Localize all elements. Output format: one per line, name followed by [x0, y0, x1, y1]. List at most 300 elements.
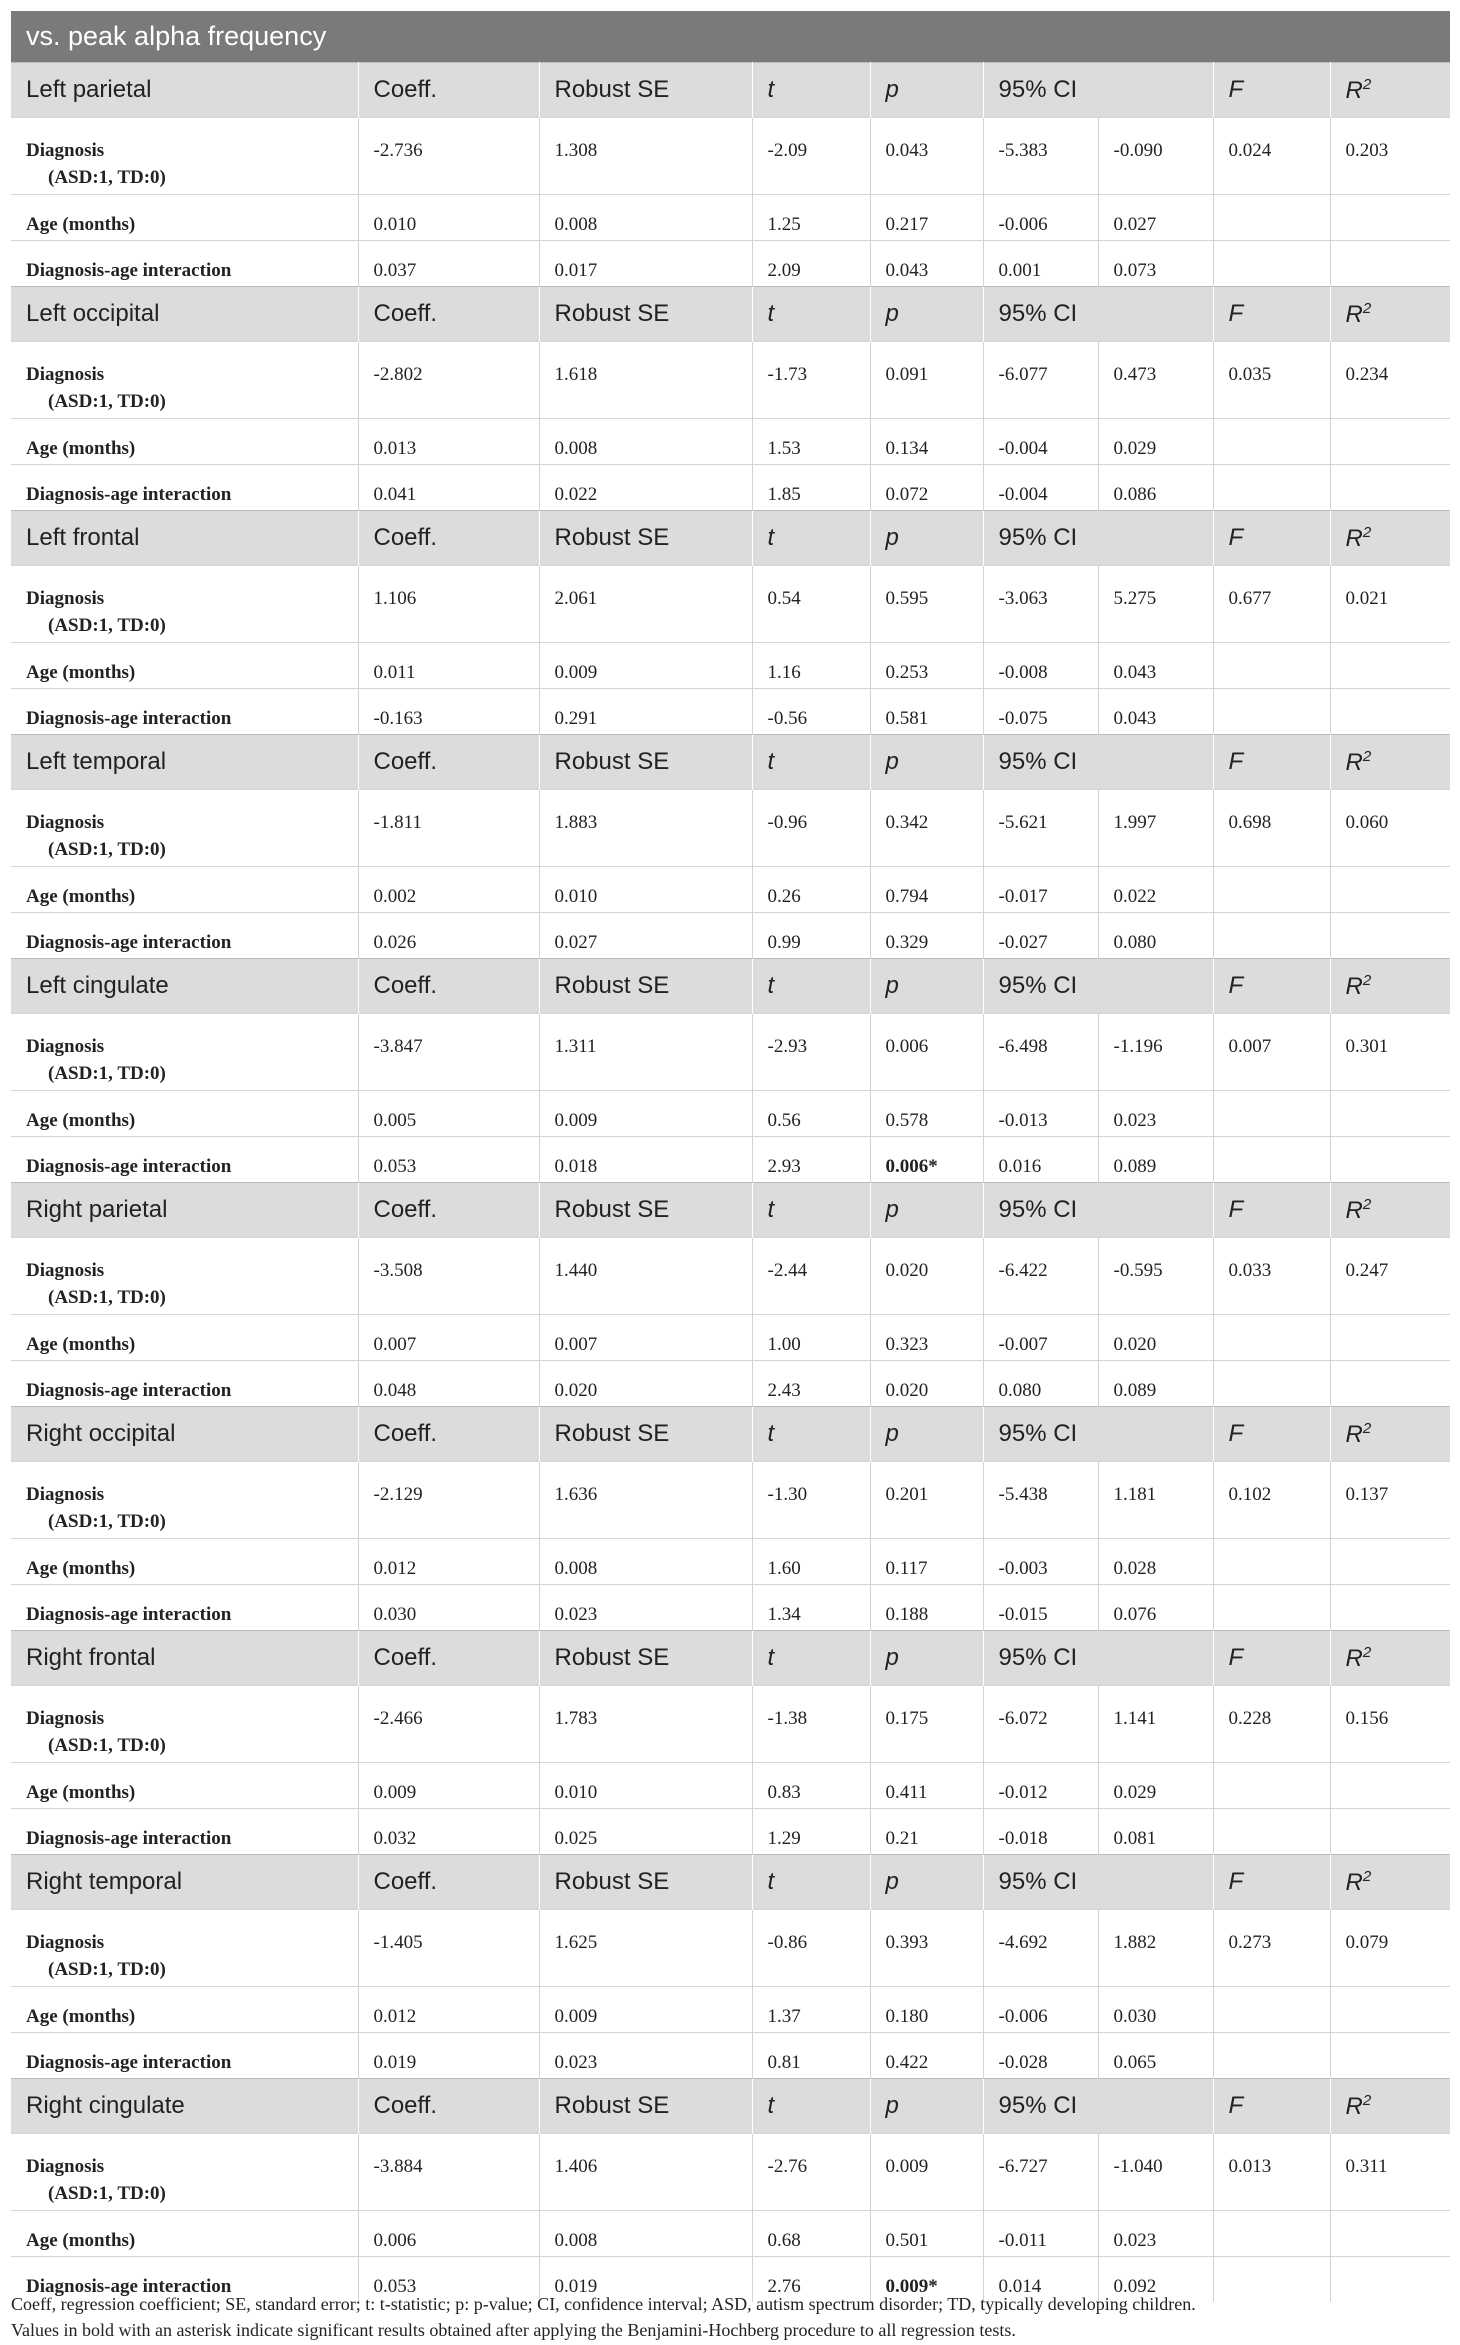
row-label-subtext: (ASD:1, TD:0)	[48, 1735, 166, 1756]
cell-coeff: 0.009	[358, 1763, 539, 1809]
cell-ci-lower: -0.017	[983, 867, 1098, 913]
col-header-f: F	[1213, 2079, 1330, 2134]
cell-f	[1213, 689, 1330, 735]
table-footnotes	[11, 2291, 1450, 2343]
cell-f	[1213, 1987, 1330, 2033]
cell-f	[1213, 867, 1330, 913]
cell-f	[1213, 1585, 1330, 1631]
row-label-text: Diagnosis	[26, 1932, 105, 1953]
col-header-r2	[1330, 2079, 1450, 2134]
cell-t: 1.37	[752, 1987, 870, 2033]
region-header-row	[11, 2079, 1450, 2134]
cell-coeff: 0.030	[358, 1585, 539, 1631]
r2-symbol: R	[1345, 1420, 1363, 1448]
r2-superscript: 2	[1362, 75, 1372, 93]
col-header-r2	[1330, 1407, 1450, 1462]
table-title-row	[11, 11, 1450, 63]
cell-p: 0.117	[870, 1539, 983, 1585]
cell-ci-lower: -0.075	[983, 689, 1098, 735]
r2-superscript: 2	[1362, 747, 1372, 765]
cell-t: 2.09	[752, 241, 870, 287]
r2-superscript: 2	[1362, 1195, 1372, 1213]
cell-p: 0.253	[870, 643, 983, 689]
cell-p: 0.329	[870, 913, 983, 959]
cell-p: 0.595	[870, 566, 983, 643]
table-row	[11, 118, 1450, 195]
cell-t: 1.60	[752, 1539, 870, 1585]
cell-p: 0.091	[870, 342, 983, 419]
cell-p: 0.020	[870, 1238, 983, 1315]
cell-coeff: 0.053	[358, 1137, 539, 1183]
col-header-se: Robust SE	[539, 735, 752, 790]
region-name: Left temporal	[11, 735, 358, 790]
row-label	[11, 1686, 358, 1763]
row-label	[11, 2134, 358, 2211]
row-label-text: Age (months)	[26, 886, 136, 907]
col-header-coeff: Coeff.	[358, 1855, 539, 1910]
region-name: Left parietal	[11, 63, 358, 118]
cell-t: 0.56	[752, 1091, 870, 1137]
region-name: Right parietal	[11, 1183, 358, 1238]
cell-p: 0.794	[870, 867, 983, 913]
cell-ci-lower: -0.013	[983, 1091, 1098, 1137]
cell-f	[1213, 1137, 1330, 1183]
cell-ci-upper: 0.027	[1098, 195, 1213, 241]
cell-ci-lower: -0.004	[983, 465, 1098, 511]
cell-se: 0.018	[539, 1137, 752, 1183]
col-header-t: t	[752, 1183, 870, 1238]
row-label	[11, 643, 358, 689]
row-label	[11, 195, 358, 241]
cell-t: 1.85	[752, 465, 870, 511]
row-label	[11, 1763, 358, 1809]
col-header-ci: 95% CI	[983, 287, 1098, 342]
col-header-r2	[1330, 287, 1450, 342]
row-label-text: Diagnosis-age interaction	[26, 2276, 232, 2297]
col-header-ci-blank	[1098, 1855, 1213, 1910]
col-header-coeff: Coeff.	[358, 1407, 539, 1462]
cell-ci-lower: -0.028	[983, 2033, 1098, 2079]
cell-t: 0.83	[752, 1763, 870, 1809]
cell-r2: 0.301	[1330, 1014, 1450, 1091]
cell-f	[1213, 2211, 1330, 2257]
cell-coeff: 0.013	[358, 419, 539, 465]
col-header-r2	[1330, 1183, 1450, 1238]
cell-t: -0.96	[752, 790, 870, 867]
row-label-text: Diagnosis	[26, 1708, 105, 1729]
cell-t: 1.00	[752, 1315, 870, 1361]
col-header-coeff: Coeff.	[358, 287, 539, 342]
cell-p: 0.134	[870, 419, 983, 465]
cell-ci-lower: -0.003	[983, 1539, 1098, 1585]
row-label	[11, 566, 358, 643]
r2-symbol: R	[1345, 972, 1363, 1000]
cell-f	[1213, 465, 1330, 511]
cell-coeff: -3.508	[358, 1238, 539, 1315]
cell-ci-upper: -0.090	[1098, 118, 1213, 195]
cell-se: 0.017	[539, 241, 752, 287]
row-label	[11, 118, 358, 195]
table-row	[11, 1137, 1450, 1183]
cell-coeff: 0.048	[358, 1361, 539, 1407]
row-label	[11, 2033, 358, 2079]
row-label-text: Diagnosis-age interaction	[26, 932, 232, 953]
row-label-text: Diagnosis	[26, 2156, 105, 2177]
cell-ci-upper: 0.023	[1098, 1091, 1213, 1137]
cell-coeff: 0.005	[358, 1091, 539, 1137]
row-label	[11, 1014, 358, 1091]
cell-ci-lower: -0.006	[983, 1987, 1098, 2033]
cell-ci-upper: 0.043	[1098, 643, 1213, 689]
cell-r2: 0.247	[1330, 1238, 1450, 1315]
cell-t: 2.93	[752, 1137, 870, 1183]
col-header-se: Robust SE	[539, 63, 752, 118]
r2-symbol: R	[1345, 2092, 1363, 2120]
table-row	[11, 2211, 1450, 2257]
row-label-text: Diagnosis	[26, 1260, 105, 1281]
row-label	[11, 1137, 358, 1183]
cell-se: 0.023	[539, 2033, 752, 2079]
cell-coeff: -2.802	[358, 342, 539, 419]
table-row	[11, 195, 1450, 241]
cell-se: 0.009	[539, 1987, 752, 2033]
cell-ci-lower: -0.015	[983, 1585, 1098, 1631]
region-header-row	[11, 287, 1450, 342]
r2-symbol: R	[1345, 1196, 1363, 1224]
cell-ci-upper: 0.092	[1098, 2257, 1213, 2303]
cell-p: 0.21	[870, 1809, 983, 1855]
col-header-ci-blank	[1098, 1631, 1213, 1686]
row-label	[11, 1091, 358, 1137]
col-header-t: t	[752, 1407, 870, 1462]
cell-f: 0.007	[1213, 1014, 1330, 1091]
region-name: Right temporal	[11, 1855, 358, 1910]
cell-p: 0.006	[870, 1014, 983, 1091]
table-row	[11, 1585, 1450, 1631]
col-header-t: t	[752, 735, 870, 790]
cell-se: 1.618	[539, 342, 752, 419]
row-label-text: Age (months)	[26, 2006, 136, 2027]
region-name: Left frontal	[11, 511, 358, 566]
cell-coeff: 0.006	[358, 2211, 539, 2257]
cell-p: 0.342	[870, 790, 983, 867]
col-header-p: p	[870, 1183, 983, 1238]
col-header-t: t	[752, 1631, 870, 1686]
col-header-ci-blank	[1098, 1407, 1213, 1462]
row-label-subtext: (ASD:1, TD:0)	[48, 1063, 166, 1084]
col-header-ci-blank	[1098, 2079, 1213, 2134]
table-row	[11, 1987, 1450, 2033]
col-header-r2	[1330, 959, 1450, 1014]
row-label-text: Age (months)	[26, 2230, 136, 2251]
cell-se: 0.010	[539, 867, 752, 913]
cell-coeff: 0.007	[358, 1315, 539, 1361]
col-header-ci-blank	[1098, 287, 1213, 342]
row-label	[11, 867, 358, 913]
col-header-ci: 95% CI	[983, 1183, 1098, 1238]
cell-ci-upper: -0.595	[1098, 1238, 1213, 1315]
cell-ci-lower: 0.001	[983, 241, 1098, 287]
col-header-se: Robust SE	[539, 2079, 752, 2134]
row-label-text: Diagnosis-age interaction	[26, 1828, 232, 1849]
region-header-row	[11, 1631, 1450, 1686]
cell-ci-lower: -4.692	[983, 1910, 1098, 1987]
cell-t: -2.44	[752, 1238, 870, 1315]
cell-coeff: -2.129	[358, 1462, 539, 1539]
cell-ci-upper: 0.089	[1098, 1137, 1213, 1183]
cell-r2: 0.234	[1330, 342, 1450, 419]
cell-t: -2.09	[752, 118, 870, 195]
row-label-text: Diagnosis	[26, 1484, 105, 1505]
cell-ci-upper: 0.030	[1098, 1987, 1213, 2033]
cell-r2	[1330, 867, 1450, 913]
cell-p: 0.175	[870, 1686, 983, 1763]
r2-symbol: R	[1345, 1644, 1363, 1672]
cell-t: -1.73	[752, 342, 870, 419]
col-header-ci: 95% CI	[983, 959, 1098, 1014]
col-header-r2	[1330, 63, 1450, 118]
col-header-r2	[1330, 511, 1450, 566]
cell-coeff: 0.012	[358, 1987, 539, 2033]
cell-ci-upper: 0.029	[1098, 1763, 1213, 1809]
cell-ci-lower: -6.072	[983, 1686, 1098, 1763]
cell-f	[1213, 1361, 1330, 1407]
cell-ci-lower: -6.422	[983, 1238, 1098, 1315]
cell-ci-lower: -0.012	[983, 1763, 1098, 1809]
table-row	[11, 2134, 1450, 2211]
col-header-t: t	[752, 287, 870, 342]
cell-ci-upper: -1.196	[1098, 1014, 1213, 1091]
cell-p: 0.188	[870, 1585, 983, 1631]
cell-coeff: -3.884	[358, 2134, 539, 2211]
cell-p	[870, 1137, 983, 1183]
col-header-coeff: Coeff.	[358, 959, 539, 1014]
row-label-text: Diagnosis-age interaction	[26, 484, 232, 505]
footnote-significance: Values in bold with an asterisk indicate significant results obtained after applying the Benjamini-Hochberg procedure to all regression tests.	[11, 2320, 1016, 2340]
cell-ci-lower: 0.014	[983, 2257, 1098, 2303]
row-label-text: Age (months)	[26, 214, 136, 235]
region-header-row	[11, 1183, 1450, 1238]
r2-symbol: R	[1345, 76, 1363, 104]
table-row	[11, 1014, 1450, 1091]
col-header-coeff: Coeff.	[358, 511, 539, 566]
cell-f	[1213, 1809, 1330, 1855]
r2-superscript: 2	[1362, 1643, 1372, 1661]
cell-t: 0.99	[752, 913, 870, 959]
cell-f: 0.024	[1213, 118, 1330, 195]
cell-r2	[1330, 689, 1450, 735]
cell-ci-upper: 0.473	[1098, 342, 1213, 419]
table-row	[11, 1539, 1450, 1585]
cell-se: 0.008	[539, 2211, 752, 2257]
col-header-t: t	[752, 63, 870, 118]
cell-t: 2.76	[752, 2257, 870, 2303]
row-label	[11, 1462, 358, 1539]
cell-t: 1.29	[752, 1809, 870, 1855]
table-row	[11, 342, 1450, 419]
cell-f: 0.273	[1213, 1910, 1330, 1987]
col-header-ci-blank	[1098, 959, 1213, 1014]
region-header-row	[11, 735, 1450, 790]
cell-t: -1.30	[752, 1462, 870, 1539]
cell-ci-upper: 1.882	[1098, 1910, 1213, 1987]
col-header-coeff: Coeff.	[358, 735, 539, 790]
cell-r2: 0.021	[1330, 566, 1450, 643]
cell-ci-upper: 1.181	[1098, 1462, 1213, 1539]
table-row	[11, 790, 1450, 867]
col-header-p: p	[870, 511, 983, 566]
cell-coeff: 0.019	[358, 2033, 539, 2079]
col-header-ci: 95% CI	[983, 1407, 1098, 1462]
cell-se: 0.008	[539, 419, 752, 465]
cell-t: 1.25	[752, 195, 870, 241]
r2-superscript: 2	[1362, 971, 1372, 989]
col-header-t: t	[752, 1855, 870, 1910]
cell-r2	[1330, 1361, 1450, 1407]
row-label	[11, 689, 358, 735]
cell-se: 0.010	[539, 1763, 752, 1809]
row-label	[11, 1238, 358, 1315]
cell-se: 1.440	[539, 1238, 752, 1315]
col-header-coeff: Coeff.	[358, 63, 539, 118]
cell-r2	[1330, 1315, 1450, 1361]
cell-coeff: 0.010	[358, 195, 539, 241]
table-row	[11, 1809, 1450, 1855]
cell-coeff: -2.466	[358, 1686, 539, 1763]
cell-se: 1.308	[539, 118, 752, 195]
cell-se: 0.019	[539, 2257, 752, 2303]
col-header-f: F	[1213, 511, 1330, 566]
cell-r2	[1330, 1137, 1450, 1183]
cell-ci-upper: 1.997	[1098, 790, 1213, 867]
row-label	[11, 913, 358, 959]
col-header-se: Robust SE	[539, 959, 752, 1014]
cell-f	[1213, 1539, 1330, 1585]
col-header-r2	[1330, 1855, 1450, 1910]
cell-ci-lower: 0.016	[983, 1137, 1098, 1183]
row-label-subtext: (ASD:1, TD:0)	[48, 167, 166, 188]
r2-symbol: R	[1345, 524, 1363, 552]
cell-se: 2.061	[539, 566, 752, 643]
cell-p: 0.043	[870, 118, 983, 195]
col-header-coeff: Coeff.	[358, 1631, 539, 1686]
col-header-f: F	[1213, 1855, 1330, 1910]
cell-ci-upper: 0.020	[1098, 1315, 1213, 1361]
row-label	[11, 1539, 358, 1585]
cell-coeff: -2.736	[358, 118, 539, 195]
table-row	[11, 1910, 1450, 1987]
cell-t: -2.93	[752, 1014, 870, 1091]
col-header-ci: 95% CI	[983, 511, 1098, 566]
col-header-p: p	[870, 1407, 983, 1462]
col-header-t: t	[752, 511, 870, 566]
cell-r2	[1330, 241, 1450, 287]
cell-t: 1.16	[752, 643, 870, 689]
table-row	[11, 643, 1450, 689]
col-header-p: p	[870, 63, 983, 118]
cell-p: 0.217	[870, 195, 983, 241]
cell-r2	[1330, 465, 1450, 511]
cell-t: 0.81	[752, 2033, 870, 2079]
row-label-text: Age (months)	[26, 1110, 136, 1131]
cell-r2	[1330, 1091, 1450, 1137]
col-header-f: F	[1213, 1183, 1330, 1238]
table-row	[11, 689, 1450, 735]
col-header-ci-blank	[1098, 1183, 1213, 1238]
row-label-text: Diagnosis	[26, 812, 105, 833]
cell-ci-upper: 0.043	[1098, 689, 1213, 735]
p-value-significant: 0.009*	[885, 2276, 938, 2297]
cell-ci-lower: -0.008	[983, 643, 1098, 689]
r2-superscript: 2	[1362, 1867, 1372, 1885]
table-row	[11, 566, 1450, 643]
cell-f	[1213, 241, 1330, 287]
row-label-text: Age (months)	[26, 1334, 136, 1355]
row-label-text: Diagnosis	[26, 1036, 105, 1057]
cell-f: 0.228	[1213, 1686, 1330, 1763]
cell-se: 1.311	[539, 1014, 752, 1091]
region-name: Right cingulate	[11, 2079, 358, 2134]
row-label-text: Age (months)	[26, 438, 136, 459]
row-label	[11, 1361, 358, 1407]
cell-ci-lower: -3.063	[983, 566, 1098, 643]
cell-f: 0.013	[1213, 2134, 1330, 2211]
row-label-text: Age (months)	[26, 1782, 136, 1803]
cell-coeff: -1.405	[358, 1910, 539, 1987]
row-label-text: Diagnosis-age interaction	[26, 1156, 232, 1177]
table-row	[11, 419, 1450, 465]
col-header-coeff: Coeff.	[358, 1183, 539, 1238]
row-label-text: Diagnosis	[26, 140, 105, 161]
cell-coeff: 0.041	[358, 465, 539, 511]
cell-t: -1.38	[752, 1686, 870, 1763]
cell-coeff: 1.106	[358, 566, 539, 643]
row-label	[11, 2211, 358, 2257]
col-header-se: Robust SE	[539, 1407, 752, 1462]
cell-ci-upper: 0.086	[1098, 465, 1213, 511]
cell-coeff: 0.026	[358, 913, 539, 959]
row-label-text: Diagnosis-age interaction	[26, 2052, 232, 2073]
cell-f: 0.677	[1213, 566, 1330, 643]
cell-ci-lower: -6.727	[983, 2134, 1098, 2211]
cell-t: -0.56	[752, 689, 870, 735]
col-header-ci-blank	[1098, 63, 1213, 118]
table-row	[11, 867, 1450, 913]
cell-p: 0.201	[870, 1462, 983, 1539]
col-header-se: Robust SE	[539, 1631, 752, 1686]
region-header-row	[11, 1407, 1450, 1462]
row-label-subtext: (ASD:1, TD:0)	[48, 1959, 166, 1980]
row-label-subtext: (ASD:1, TD:0)	[48, 2183, 166, 2204]
row-label-subtext: (ASD:1, TD:0)	[48, 391, 166, 412]
col-header-p: p	[870, 735, 983, 790]
row-label	[11, 241, 358, 287]
cell-p: 0.323	[870, 1315, 983, 1361]
cell-r2: 0.156	[1330, 1686, 1450, 1763]
col-header-ci-blank	[1098, 511, 1213, 566]
row-label-text: Diagnosis	[26, 364, 105, 385]
cell-ci-lower: -5.438	[983, 1462, 1098, 1539]
cell-se: 0.009	[539, 1091, 752, 1137]
col-header-p: p	[870, 959, 983, 1014]
cell-f	[1213, 2033, 1330, 2079]
cell-r2	[1330, 1809, 1450, 1855]
region-header-row	[11, 63, 1450, 118]
cell-r2: 0.137	[1330, 1462, 1450, 1539]
row-label-text: Diagnosis-age interaction	[26, 708, 232, 729]
cell-coeff: 0.053	[358, 2257, 539, 2303]
region-header-row	[11, 511, 1450, 566]
